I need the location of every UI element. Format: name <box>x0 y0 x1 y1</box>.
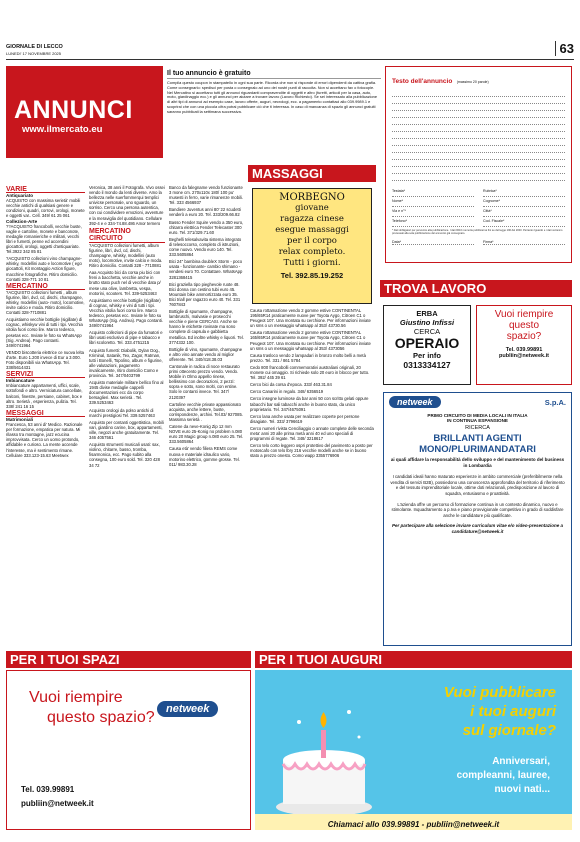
spazi-netweek-logo: netweek <box>157 701 218 717</box>
massaggi-city: MORBEGNO <box>279 192 345 203</box>
annunci-title: ANNUNCI <box>14 96 133 124</box>
subsection-collezion-arte: Collezion-Arte <box>6 218 38 224</box>
list-item: Cerco telo corto leggero ospri protettivo del pavimento a posto per motoscafo con telo lbry 216 vecchie modelli anche se in buono stato a prezzo onesto. Como wapp 3355776906 <box>250 443 373 459</box>
coupon-note: * Dati obbligatori per pervenire alla pubblicazione. I dati 0010 memoria pubblicati ai fini se del legge 196 del 2003. Pertanto riguardo e i dati verranno processati alla sola pubblicazione del annuncio già consegnato. <box>392 229 563 236</box>
list-item: Francesca, 53 anni di' Medico. Razionale per formazione, empatica per natura. Mi rilasso tra montagne, jazz ecucina improvvisata. Cerco un uomo protondo, affidabile e curioso. La mente accende l'interesse, ma è sentimento rimane. Cellulare 333.123-15.63 Meetwex <box>6 422 83 458</box>
auguri-ad[interactable] <box>255 670 572 830</box>
subsection-antiquariato: Antiquariato <box>6 193 34 199</box>
massaggi-line: relax completo. <box>278 247 346 257</box>
auguri-line: i tuoi auguri <box>470 703 556 720</box>
netweek-line: PRIMO CIRCUITO DI MEDIA LOCALI IN ITALIA <box>427 413 528 418</box>
erba-cerca: CERCA <box>413 327 441 336</box>
massaggi-header: MASSAGGI <box>248 165 376 182</box>
list-item: Cerco bici da corsa d'epoca. 333/ 463.31.84 <box>250 382 332 388</box>
netweek-line: IN CONTINUA ESPANSIONE <box>447 418 508 423</box>
spazio-email: publiin@netweek.it <box>499 353 549 359</box>
list-item: Acquisto collezioni di pipe da fumatori e libri usati esclusivo di pipe e tabacco e libri scoloretto. Tel. 333.4751215 <box>89 330 163 346</box>
list-item: Cerco lana anche usata per realizzare coperte per persone disagiate. Tel. 333/ 3796619 <box>250 413 360 424</box>
netweek-paragraph: I candidati ideali hanno maturato esperienze in ambito commerciale (preferibilmente nella vendita di servizi B2B), possiedono una conoscenza approfondita del territorio di riferimento e del tessuto imprenditoriale locale, ottime doti relazionali, predisposizione al lavoro di squadra, entusiasmo e proattività. <box>390 474 565 496</box>
massaggi-line: per il corpo <box>287 236 337 246</box>
spazio-line: spazio? <box>506 331 542 342</box>
netweek-line: RICERCA <box>465 425 490 431</box>
coupon-form <box>385 66 572 263</box>
spazi-line: questo spazio? <box>47 709 155 726</box>
section-messaggi: MESSAGGI <box>6 411 85 417</box>
erba-operaio: OPERAIO <box>394 335 460 351</box>
list-item: Acquisto orologi da polso antichi di marchi prestigiosi Tel. 339.5257463 <box>89 407 155 418</box>
list-item: ?ACQUISTO collezioni vino champagne- whisky, modellini auto e locomotive ( ego giocattoli, Kit montaggio Action figure, macchine fotografiche. Ritiro domicilio. Contatti 328-771 10 81 <box>6 256 82 282</box>
column-4 <box>250 308 374 648</box>
list-item: Bandiere Juventus anni 80' 22 scudetti venderò a euro 20. Tel. 333/209.66.82 <box>169 207 241 218</box>
list-item: Causa rottamazione vendo 2 gomme estive CONTINENTAL 165/65R14 praticamente nuove per Toyota Aygo, Citroen C1 o Peugeot 107. Una montata su cerchione. Per informazioni inviate un sms o un messaggio whatsapp al 353/ 4373056 <box>250 330 371 351</box>
section-varie: VARIE <box>6 187 85 193</box>
spazi-ad[interactable] <box>6 670 251 830</box>
list-item: Acquistiamo vecchie bottiglie (sigillate) di cognac, whisky e vini di tutti i tipi. Vecchia vitolia fuori corso lire. Marco tedesco, pesetas ecc. Inviate le foto su WhatsApp (Sig. Andrea). Pago contanti. 349/0741964 <box>89 297 164 329</box>
erba-city: ERBA <box>416 309 438 318</box>
list-item: Beghelli telesalvavita sistema integrato di telesoccorso, completo di istruzioni, come nuovo. Vendo euro 140. Tel. 333.5605864 <box>169 236 242 258</box>
massaggi-line: esegue massaggi <box>275 225 349 235</box>
list-item: Acquisto per contanti oggettistica, mobili vari, giardino carine, box, appartamenti, ville, negozi anche gratuitamente. Tel. 346 4057561 <box>89 419 164 441</box>
list-item: ?ACQUISTO collezioni fumetti, album figurine, libri, dvd, cd, dischi, champagne, whisky, modellini (auto moto), locomotive, invite calcio e moda. Ritiro domicilio. Contatti 328 - 7710881 <box>89 242 163 269</box>
list-item: Veronica, 38 anni il Fotografa. Vivo ossei vendo il mondo da lenti diverse. Amo la bellezza nelle suerfommerqui templici univicse personale, uno sguardo, un sorriso. Cerco una persona autentica, con cui condividere emozioni, avventure e la meraviglia del quotidiano. Cellulare 392-4 e e 334-74.88.486 Amor ternero <box>89 185 165 226</box>
column-2 <box>89 185 165 640</box>
newspaper-name: GIORNALE DI LECCO <box>6 44 63 50</box>
free-ad-title: Il tuo annuncio è gratuito <box>167 70 381 79</box>
free-ad-box <box>167 70 381 160</box>
field-citta[interactable]: Città* <box>483 207 565 217</box>
netweek-paragraph: Per partecipare alla selezione inviare curriculum vitae e/o video-presentazione a candidature@netweek.it <box>391 523 564 535</box>
list-item: ACQUISTO con massima serietà' mobili vecchie antichi di qualsiasi genere e condizioni, quadri, corrovi, orologi, monete e oggetti var.. Cell. 349/ 61 25 061 <box>6 198 85 219</box>
auguri-header: PER I TUOI AUGURI <box>255 651 572 668</box>
netweek-paragraph: L'azienda offre un percorso di formazione continua in un contesto dinamico, nuovo e stimolante. Inquadramento a p.Iva e piano provvigionale competitivo in grado di soddisfare anche le candidature più qualificate. <box>391 501 564 518</box>
trova-lavoro-header: TROVA LAVORO <box>380 280 572 297</box>
erba-ad <box>383 305 471 385</box>
auguri-line: sul giornale? <box>462 722 556 739</box>
massaggi-phone: Tel. 392.85.19.252 <box>280 271 344 280</box>
auguri-occasion: compleanni, lauree, <box>456 770 550 781</box>
list-item: Acquisto fumetti: Diabolik, Dylan Dog., Kriminal, Satanik, Tex, Zagor, Ratman, tutti i Bonelli, Topolino, album e figurine, alle valutazioni, pagamento invalicamente, ritiro domicilio Como e provincia. Tel. 347/0403799 <box>89 347 163 378</box>
massaggi-line: giovane <box>295 203 329 213</box>
annunci-url-link[interactable]: www.ilmercato.eu <box>22 124 103 135</box>
field-via[interactable]: Via e n°* <box>392 207 474 217</box>
list-item: Bici graziella tipo pieghevole ruote 48. Bici donna con cestino tubi euro 45. Mountain bike ammortizzata euro 35. Bici triall per ragazzo euro 40. Tel. 331 7607843 <box>169 281 241 307</box>
erba-info: Per info <box>413 351 441 360</box>
issue-date: LUNEDI' 17 NOVEMBRE 2025 <box>6 51 62 56</box>
page-number: 63 <box>555 41 574 56</box>
list-item: Banco da falegname vendo funzionante 3 mone cm. 270x110x 180/ 100 pu' musesti in ferro, varie rimanenze mobili. Tel. 333 4566937 <box>169 185 244 206</box>
field-rubrica[interactable]: Rubrica* <box>483 187 565 197</box>
coupon-hint: (massimo 20 parole) <box>456 80 489 84</box>
spazio-phone: Tel. 039.99891 <box>505 347 543 353</box>
list-item: Acquisto strumenti musicali usati: sax, violino, chitarre, basso, tromba, fisarmonica, ecc. Pago subito alla consegna, 100 euro sold. Tel. 320 428 34 72 <box>89 442 160 468</box>
free-ad-body: Compila questo coupon in stampatello in ogni sua parte. Ricorda che non si risponde di errori dipendenti da cattiva grafia. Come consegnarlo: spedisci per posta o consegnalo ad uno dei nostri punti di raccolta. Non si accettano fax o fotocopie. Nel Mercatino si accettano tutti gli annunci riguardanti compravendite di oggetti e altro (furetti, articoli per la casa, auto, moto, giardinaggio ecc.) e gli annunci per aiutare a trovare lavoro (Lavoro Richiesto). Se sei interessato alla pubblicazione di altri tipi di annunci ad esempio case, lavoro offerte, auguri, necrologi, ecc. a pagamento contattaci allo 039.9989.1 e scoprirai che con una piccola cifra potrai pubblicare ciò che ti interessa. In caso di mancanza di spazio gli annunci gratuiti saranno pubblicati la settimana successiva. <box>167 80 377 114</box>
list-item: Cartoline vecchie private appassionato acquista, anche lettere, buste, corrispondenze, archivi. Tel.03/ 927085. Massima serietà . <box>169 401 243 422</box>
list-item: Cerco insegne luminose da bar anni 50 con scritto gelati oppure tabacchi bar sali tabacchi anche in buono stato, da unico proprietario. Tel. 347/4675091 <box>250 396 369 412</box>
list-item: Cedo 800 francobolli commemorativi australiani originali, 20 monete cui omaggio. Si richiede solo 20 euro in blocco per tutto. Tel. 392/ 445 39 61 <box>250 364 370 381</box>
field-nome[interactable]: Nome* <box>392 197 474 207</box>
list-item: Causa rottamazione vendo 2 gomme estive CONTINENTAL 195/65R14 praticamente nuove per Toyota Aygo, Citroen C1 o Peugeot 107. Una montata su cerchione. Per informazioni inviate un sms o un messaggio whatsapp al 353/ 43730.56 <box>250 308 371 329</box>
list-item: Bici 24'' bambina doubleX Storm - poco usata - funzionante- cambio shimano - vendesi euro 70. Contattare. WhatsApp 3281368415 <box>169 259 243 280</box>
auguri-occasion: nuovi nati... <box>494 784 550 795</box>
spazio-line: Vuoi riempire <box>494 309 554 320</box>
list-item: Basso Fender Squire vendo a 350 euro, chitarra elettrica Fender Telecaster 300 euro. Tel. 371/329.71.60 <box>169 219 244 235</box>
section-servizi: SERVIZI <box>6 372 85 378</box>
spazio-line: questo <box>508 320 540 331</box>
netweek-role: BRILLANTI AGENTI <box>433 433 522 444</box>
spazi-header: PER I TUOI SPAZI <box>6 651 251 668</box>
spazi-line: Vuoi riempire <box>29 689 123 706</box>
column-1 <box>6 185 85 640</box>
field-codice-fiscale[interactable]: Cod. Fiscale* <box>483 217 565 227</box>
list-item: Catene da neve-Konig Zip 12 mm NOVE euro 25-Konig no problem n.080 euro 20 Magic group n.080 euro 25. Tel. 333.5605864 <box>169 424 244 445</box>
section-mercatino: MERCATINO <box>6 284 85 290</box>
spazio-ad-small[interactable] <box>476 305 572 385</box>
subsection-imbiancature: Imbiancature <box>6 378 35 384</box>
massaggi-line: Tutti i giorni. <box>283 258 341 268</box>
list-item: Acquisto materiale militare bellico fino al 1945 divise medaglie cappelli documentazioni ecc da corpo bersaglieri. Max serietà . Tel. 339.5253463 <box>89 380 164 406</box>
field-firma[interactable]: Firma* <box>483 240 565 245</box>
list-item: Acquistiamo vecchie bottiglie (sigillate) di cognac, whiskyw vini di tutti i tipi. Vecchia vitolia fuori corso lire. Marco tedesco, pesetas ecc. Inviate le foto su WhatsApp (Sig. Andrea). Pago contanti. 349/0741964 <box>6 317 83 348</box>
auguri-line: Vuoi pubblicare <box>443 684 556 701</box>
erba-phone: 0313334127 <box>403 360 451 370</box>
list-item: Bottiglie di spumante, champagne, lambruschi, malvasie e prosecchi vecchie e piene CERCASI. Anche se hanno le etichette rovinate ma sono complete di capsula e gabbietta metallica. Ed inoltre whisky e liquori. Tel. 3774332 100. <box>169 309 244 345</box>
massaggi-line: ragazza cinese <box>280 214 344 224</box>
field-data[interactable]: Data* <box>392 240 474 245</box>
netweek-spa: S.p.A. <box>544 397 566 407</box>
spazi-phone: Tel. 039.99891 <box>21 785 75 794</box>
massaggi-ad <box>252 188 372 304</box>
spazi-email: publiin@netweek.it <box>21 799 94 808</box>
list-item: Causa età' vendo filiera REMS come nuova e materiale idraulico vario, motorino elettrico, gomme grosse. Tel. 011/ 983.30.28 <box>169 446 240 467</box>
list-item: Bottiglie di vino, spumante, champagne e altro vino annate vendo al miglior offerente. Tel. 340/418.38.03 <box>169 346 243 362</box>
auguri-contact-bar <box>255 814 572 830</box>
field-telefono[interactable]: Telefono* <box>392 217 474 227</box>
list-item: Cantonale in radica di noce restaurato primi ottecento prezzo vendo. Vendo. Mobile in Olmo appello rinese, bellissimo con decorazioni, 2 pezzi: sopra e sotto, sono molti, con entine. Solo le contanti invece. Tel. 347/ 2120397 <box>169 364 240 400</box>
netweek-logo: netweek <box>389 396 441 408</box>
list-item: Cerco Canarini in regalo. 348/ 6356519 <box>250 389 324 395</box>
list-item: ??ACQUISTO francobolli, vecchie buste, vaglie e cartoline, monete e banconote, medaglie romanieriche e militari, vecchi libri e fumetti, penne ed accendini giocattoli, orologi, oggetti d'antiquariato. Tel.3922 342 85 81 <box>6 223 82 255</box>
section-mercatino-circuito: MERCATINO CIRCUITO <box>89 228 165 243</box>
erba-company: Giustino Infissi <box>399 318 455 327</box>
coupon-title: Testo dell'annuncio <box>392 78 453 85</box>
field-testata[interactable]: Testata* <box>392 187 474 197</box>
list-item: Imbiancature appartamenti, uffici, scale, sottofondi e altro. Verniciatura cancellate, balconi, finestre, persiane, cabinet, box e altro. Serietà , esperienza, pulizia. Tel. 338/ 241 16 15 <box>6 383 83 409</box>
page-header <box>6 41 574 60</box>
list-item: ?ACQUISTO collezioni fumetti , album figurine, libri, dvd, cd, dischi, champagne, whisky, modellini (auto- moto), locomotive, invite calcio e moda. Ritiro domicilio. Contatti 328-7710881 <box>6 289 85 316</box>
netweek-role: MONO/PLURIMANDATARI <box>419 444 536 455</box>
netweek-recruit-ad <box>383 392 572 646</box>
coupon-text-lines[interactable] <box>392 90 565 181</box>
subsection-matrimoniali: Matrimoniali <box>6 416 34 422</box>
list-item: Causa trasloco vendo 2 lampadari in bronzo molto belli a metà prezzo. Tel. 331 / 861 5784 <box>250 352 366 363</box>
netweek-line: ai quali affidare la responsabilità dello sviluppo e del mantenimento del business in Lombardia <box>390 457 565 468</box>
auguri-contact: Chiamaci allo 039.99891 - publiin@netweek.it <box>327 820 500 829</box>
auguri-occasion: Anniversari, <box>492 756 550 767</box>
field-cognome[interactable]: Cognome* <box>483 197 565 207</box>
list-item: Cerco numeri rivista Cenciliaggio o annate complete delle seconda meta' anni 20 alle prima metà anni 40 ed uno speciali di programmi di regate. Tel. 348/ 3218617 <box>250 425 374 442</box>
list-item: Aaa Acquisto bici da corsa piu bici con freni a bacchetta, vecchie anche in brutto stato puch nel di vecchie data p/ mese una olive, lambretta, vespa, motorini, scooters. Tel. 339-5253463 <box>89 270 161 296</box>
column-3 <box>169 185 244 640</box>
birthday-cake-icon <box>269 682 379 822</box>
list-item: VENDO biscotteria elettrice ce nuova lelta d'arte. Euro 1.200 invece di Eur a 3.000. Foto disponibili via WhatsApp. Tel. 338/5614431 <box>6 349 84 371</box>
